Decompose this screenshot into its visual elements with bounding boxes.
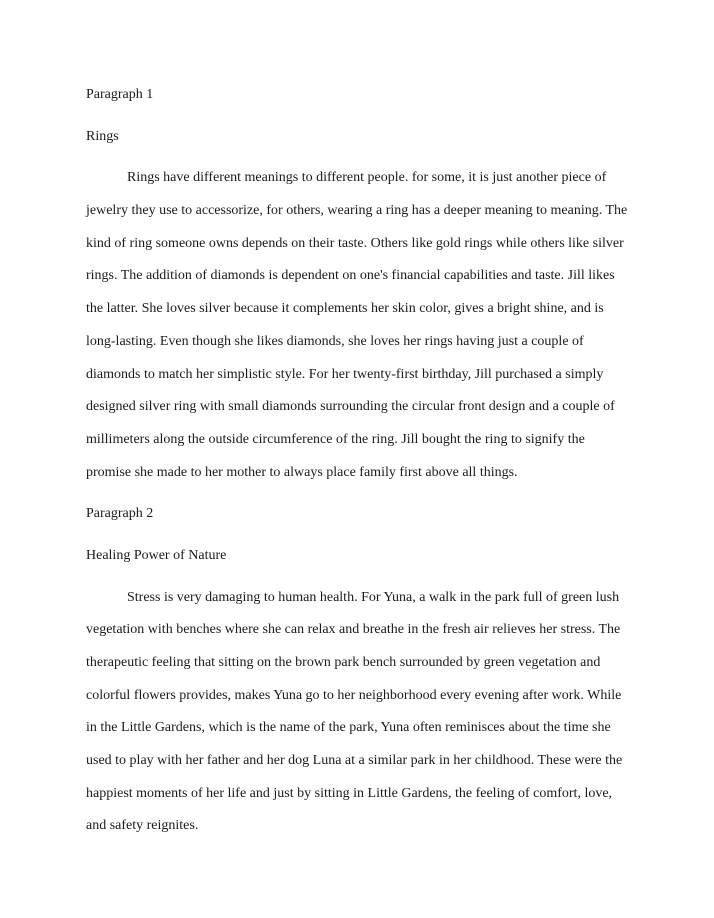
- body-line: Rings have different meanings to different people. for some, it is just another piece of: [127, 170, 607, 186]
- body-line: Stress is very damaging to human health. For Yuna, a walk in the park full of green lush: [127, 589, 620, 605]
- section-2-heading: Paragraph 2: [86, 506, 154, 522]
- spacer: [86, 153, 638, 162]
- body-line: and safety reignites.: [86, 818, 199, 834]
- section-1-title: Rings: [86, 128, 119, 144]
- section-2-title: Healing Power of Nature: [86, 547, 227, 563]
- body-line: promise she made to her mother to always place family first above all things.: [86, 464, 518, 480]
- body-line: vegetation with benches where she can relax and breathe in the fresh air relieves her stress. The: [86, 622, 621, 638]
- body-line: used to play with her father and her dog Luna at a similar park in her childhood. These were the: [86, 753, 623, 769]
- body-line: in the Little Gardens, which is the name of the park, Yuna often reminisces about the time she: [86, 720, 611, 736]
- body-line: diamonds to match her simplistic style. For her twenty-first birthday, Jill purchased a simply: [86, 366, 604, 382]
- body-line: therapeutic feeling that sitting on the brown park bench surrounded by green vegetation and: [86, 655, 601, 670]
- section-1-body: [86, 162, 638, 489]
- section-1-heading: Paragraph 1: [86, 87, 154, 102]
- body-line: rings. The addition of diamonds is dependent on one's financial capabilities and taste. Jill likes: [86, 268, 615, 284]
- body-line: designed silver ring with small diamonds surrounding the circular front design and a couple of: [86, 399, 615, 415]
- section-2-body: [86, 582, 638, 844]
- body-line: happiest moments of her life and just by sitting in Little Gardens, the feeling of comfort, love,: [86, 785, 613, 801]
- body-line: kind of ring someone owns depends on their taste. Others like gold rings while others like silver: [86, 235, 624, 251]
- body-line: millimeters along the outside circumference of the ring. Jill bought the ring to signify the: [86, 431, 585, 447]
- document-page: [86, 79, 638, 852]
- spacer: [86, 573, 638, 582]
- body-line: the latter. She loves silver because it complements her skin color, gives a bright shine, and is: [86, 301, 604, 317]
- body-line: jewelry they use to accessorize, for others, wearing a ring has a deeper meaning to meaning. The: [86, 203, 628, 219]
- body-line: colorful flowers provides, makes Yuna go to her neighborhood every evening after work. While: [86, 687, 622, 703]
- body-line: long-lasting. Even though she likes diamonds, she loves her rings having just a couple of: [86, 333, 584, 349]
- spacer: [86, 112, 638, 121]
- spacer: [86, 531, 638, 540]
